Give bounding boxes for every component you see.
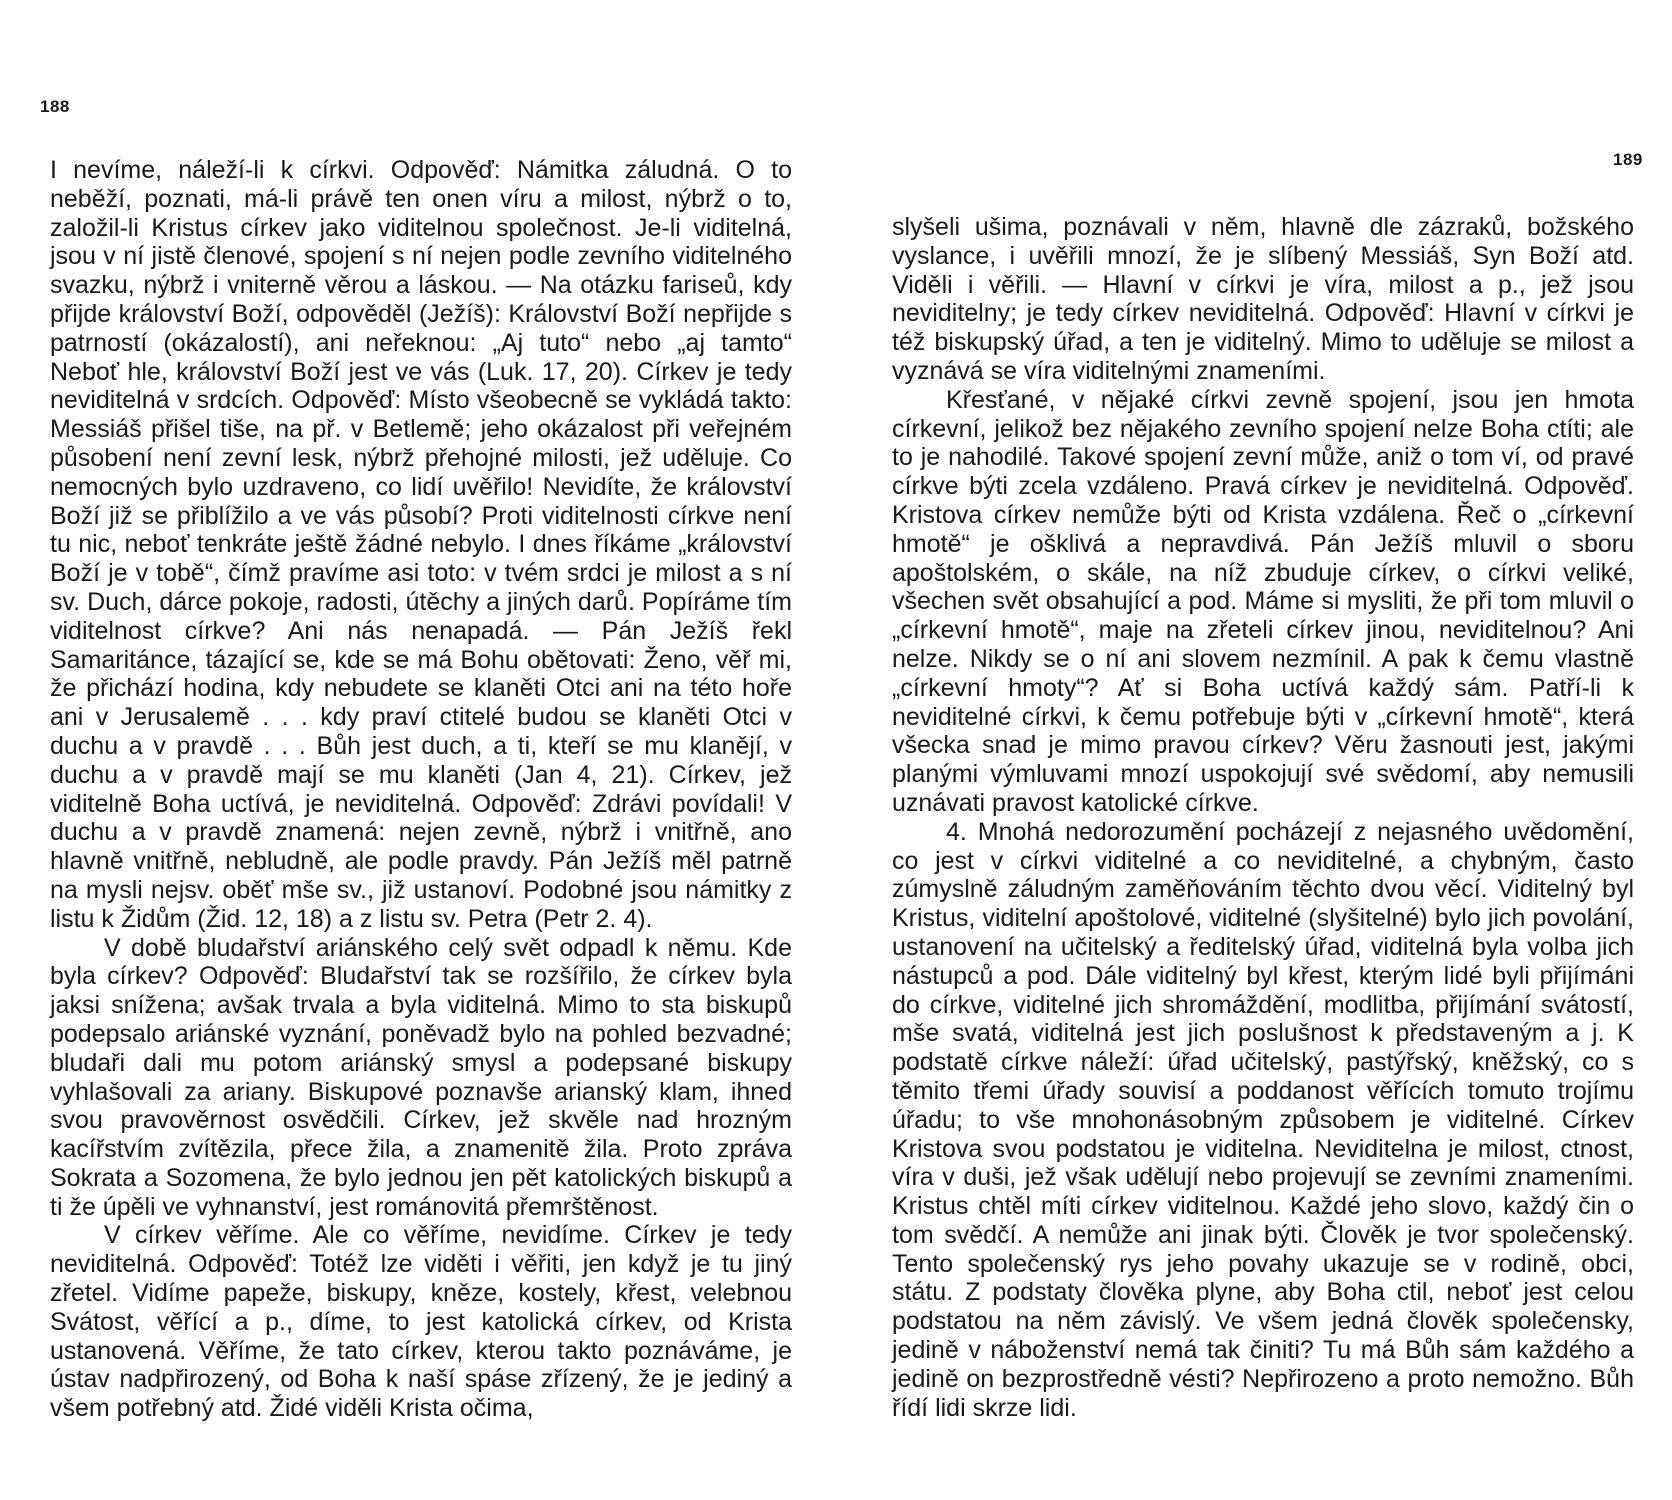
- paragraph: I nevíme, náleží-li k církvi. Odpověď: Námitka záludná. O to neběží, poznati, má-li právě ten onen víru a milost, nýbrž o to, založil-li Kristus církev jako viditelnou společnost. Je-li viditelná, jsou v ní jistě členové, spojení s ní nejen podle zevního viditelného svazku, nýbrž i vniterně věrou a láskou. — Na otázku fariseů, kdy přijde království Boží, odpověděl (Ježíš): Království Boží nepřijde s patrností (okázalostí), ani neřeknou: „Aj tuto“ nebo „aj tamto“ Neboť hle, království Boží jest ve vás (Luk. 17, 20). Církev je tedy neviditelná v srdcích. Odpověď: Místo všeobecně se vykládá takto: Messiáš přišel tiše, na př. v Betlemě; jeho okázalost při veřejném působení není zevní lesk, nýbrž přehojné milosti, jež uděluje. Co nemocných bylo uzdraveno, co lidí uvěřilo! Nevidíte, že království Boží již se přiblížilo a ve vás působí? Proti viditelnosti církve není tu nic, neboť tenkráte ještě žádné nebylo. I dnes říkáme „království Boží je v tobě“, čímž pravíme asi toto: v tvém srdci je milost a s ní sv. Duch, dárce pokoje, radosti, útěchy a jiných darů. Popíráme tím viditelnost církve? Ani nás nenapadá. — Pán Ježíš řekl Samaritánce, tázající se, kde se má Bohu obětovati: Ženo, věř mi, že přichází hodina, kdy nebudete se klaněti Otci ani na této hoře ani v Jerusalemě . . . kdy praví ctitelé budou se klaněti Otci v duchu a v pravdě . . . Bůh jest duch, a ti, kteří se mu klanějí, v duchu a v pravdě mají se mu klaněti (Jan 4, 21). Církev, jež viditelně Boha uctívá, je neviditelná. Odpověď: Zdrávi povídali! V duchu a v pravdě znamená: nejen zevně, nýbrž i vnitřně, ano hlavně vnitřně, nebludně, ale podle pravdy. Pán Ježíš měl patrně na mysli nejsv. oběť mše sv., již ustanoví. Podobné jsou námitky z listu k Židům (Žid. 12, 18) a z listu sv. Petra (Petr 2. 4).: [50, 156, 792, 933]
- page-number-left: 188: [40, 97, 70, 116]
- paragraph: 4. Mnohá nedorozumění pocházejí z nejasného uvědomění, co jest v církvi viditelné a co neviditelné, a chybným, často zúmyslně záludným zaměňováním těchto dvou věcí. Viditelný byl Kristus, viditelní apoštolové, viditelné (slyšitelné) bylo jich povolání, ustanovení na učitelský a ředitelský úřad, viditelná byla volba jich nástupců a pod. Dále viditelný byl křest, kterým lidé byli přijímáni do církve, viditelné jich shromáždění, modlitba, přijímání svátostí, mše svatá, viditelná jest jich poslušnost k představeným a j. K podstatě církve náleží: úřad učitelský, pastýřský, kněžský, co s těmito třemi úřady souvisí a poddanost věřících tomuto trojímu úřadu; to vše mnohonásobným způsobem je viditelné. Církev Kristova svou podstatou je viditelna. Neviditelna je milost, ctnost, víra v duši, jež však udělují nebo projevují se zevními znameními. Kristus chtěl míti církev viditelnou. Každé jeho slovo, každý čin o tom svědčí. A nemůže ani jinak býti. Člověk je tvor společenský. Tento společenský rys jeho povahy ukazuje se v rodině, obci, státu. Z podstaty člověka plyne, aby Boha ctil, neboť jest celou podstatou na něm závislý. Ve všem jedná člověk společensky, jedině v náboženství nemá tak činiti? Tu má Bůh sám každého a jedině on bezprostředně vésti? Nepřirozeno a proto nemožno. Bůh řídí lidi skrze lidi.: [892, 817, 1634, 1422]
- right-page-text: [892, 213, 1634, 1422]
- paragraph: Křesťané, v nějaké církvi zevně spojení, jsou jen hmota církevní, jelikož bez nějakého zevního spojení nelze Boha ctíti; ale to je nahodilé. Takové spojení zevní může, aniž o tom ví, od pravé církve býti zcela vzdáleno. Pravá církev je neviditelná. Odpověď. Kristova církev nemůže býti od Krista vzdálena. Řeč o „církevní hmotě“ je ošklivá a nepravdivá. Pán Ježíš mluvil o sboru apoštolském, o skále, na níž zbuduje církev, o církvi veliké, všechen svět obsahující a pod. Máme si mysliti, že při tom mluvil o „církevní hmotě“, maje na zřeteli církev jinou, neviditelnou? Ani nelze. Nikdy se o ní ani slovem nezmínil. A pak k čemu vlastně „církevní hmoty“? Ať si Boha uctívá každý sám. Patří-li k neviditelné církvi, k čemu potřebuje býti v „církevní hmotě“, která všecka snad je mimo pravou církev? Věru žasnouti jest, jakými planými výmluvami mnozí uspokojují své svědomí, aby nemusili uznávati pravost katolické církve.: [892, 385, 1634, 817]
- paragraph: V době bludařství ariánského celý svět odpadl k němu. Kde byla církev? Odpověď: Bludařství tak se rozšířilo, že církev byla jaksi snížena; avšak trvala a byla viditelná. Mimo to sta biskupů podepsalo ariánské vyznání, poněvadž bylo na pohled bezvadné; bludaři dali mu potom ariánský smysl a podepsané biskupy vyhlašovali za ariany. Biskupové poznavše arianský klam, ihned svou pravověrnost osvědčili. Církev, jež skvěle nad hrozným kacířstvím zvítězila, přece žila, a znamenitě žila. Proto zpráva Sokrata a Sozomena, že bylo jednou jen pět katolických biskupů a ti že úpěli ve vyhnanství, jest románovitá přemrštěnost.: [50, 933, 792, 1221]
- page-number-right: 189: [1613, 150, 1643, 169]
- paragraph: slyšeli ušima, poznávali v něm, hlavně dle zázraků, božského vyslance, i uvěřili mnozí, že je slíbený Messiáš, Syn Boží atd. Viděli i věřili. — Hlavní v církvi je víra, milost a p., jež jsou neviditelny; je tedy církev neviditelná. Odpověď: Hlavní v církvi je též biskupský úřad, a ten je viditelný. Mimo to uděluje se milost a vyznává se víra viditelnými znameními.: [892, 213, 1634, 385]
- left-page-text: [50, 156, 792, 1423]
- paragraph: V církev věříme. Ale co věříme, nevidíme. Církev je tedy neviditelná. Odpověď: Totéž lze viděti i věřiti, jen když je tu jiný zřetel. Vidíme papeže, biskupy, kněze, kostely, křest, velebnou Svátost, věřící a p., díme, to jest katolická církev, od Krista ustanovená. Věříme, že tato církev, kterou takto poznáváme, je ústav nadpřirozený, od Boha k naší spáse zřízený, že je jediný a všem potřebný atd. Židé viděli Krista očima,: [50, 1221, 792, 1423]
